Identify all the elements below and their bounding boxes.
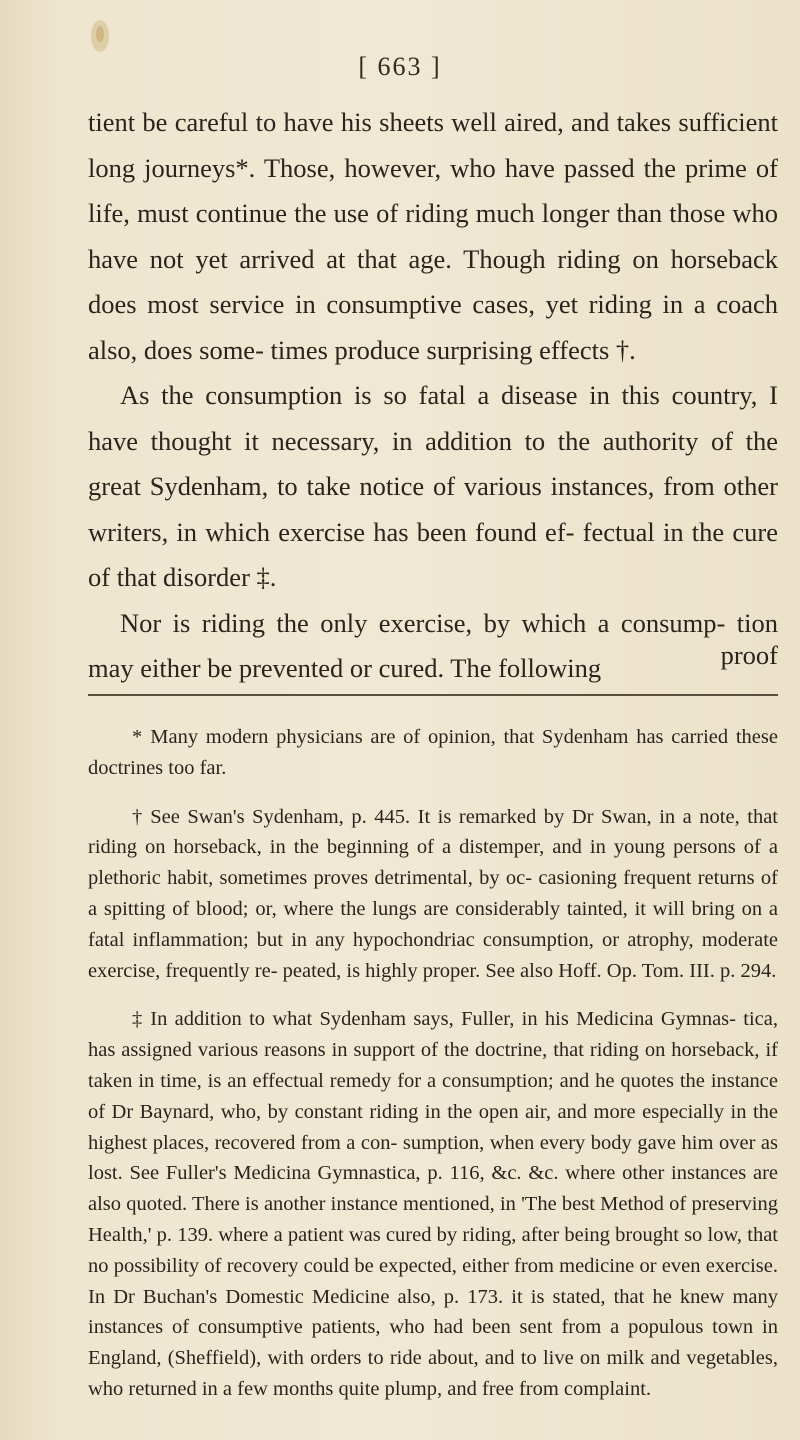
footnote <box>88 802 778 987</box>
footnote-text: Many modern physicians are of opinion, that Sydenham has carried these doctrines too far. <box>88 726 778 779</box>
main-text <box>88 100 778 692</box>
footnote-mark: * <box>132 726 143 748</box>
footnote-text: In addition to what Sydenham says, Fuller, in his Medicina Gymnas- tica, has assigned various reasons in support of the doctrine, that riding on horseback, if taken in time, is an effectual remedy for a consumption; and he quotes the instance of Dr Baynard, who, by constant riding in the open air, and more especially in the highest places, recovered from a con- sumption, when every body gave him over as lost. See Fuller's Medicina Gymnastica, p. 116, &c. &c. where other instances are also quoted. There is another instance mentioned, in 'The best Method of preserving Health,' p. 139. where a patient was cured by riding, after being brought so low, that no possibility of recovery could be expected, either from medicine or even exercise. In Dr Buchan's Domestic Medicine also, p. 173. it is stated, that he knew many instances of consumptive patients, who had been sent from a populous town in England, (Sheffield), with orders to ride about, and to live on milk and vegetables, who returned in a few months quite plump, and free from complaint. <box>88 1008 778 1400</box>
page-number: [ 663 ] <box>358 52 442 81</box>
footnote-rule <box>88 694 778 696</box>
footnotes <box>88 722 778 1423</box>
footnote <box>88 1004 778 1404</box>
paragraph: Nor is riding the only exercise, by which a consump- tion may either be prevented or cured. The following <box>88 607 778 683</box>
paragraph: tient be careful to have his sheets well aired, and takes sufficient long journeys*. Those, however, who have passed the prime of life, must continue the use of riding much longer than those who have not yet arrived at that age. Though riding on horseback does most service in consumptive cases, yet riding in a coach also, does some- times produce surprising effects †. <box>88 107 778 365</box>
footnote-text: See Swan's Sydenham, p. 445. It is remarked by Dr Swan, in a note, that riding on horseback, in the beginning of a distemper, and in young persons of a plethoric habit, sometimes proves detrimental, by oc- casioning frequent returns of a spitting of blood; or, where the lungs are considerably tainted, it will bring on a fatal inflammation; but in any hypochondriac consumption, or atrophy, moderate exercise, frequently re- peated, is highly proper. See also Hoff. Op. Tom. III. p. 294. <box>88 805 778 982</box>
footnote-mark: † <box>132 805 143 828</box>
catchword: proof <box>720 640 778 670</box>
footnote <box>88 722 778 784</box>
paragraph: As the consumption is so fatal a disease in this country, I have thought it necessary, in addition to the authority of the great Sydenham, to take notice of various instances, from other writers, in which exercise has been found ef- fectual in the cure of that disorder ‡. <box>88 380 778 592</box>
footnote-mark: ‡ <box>132 1008 143 1031</box>
